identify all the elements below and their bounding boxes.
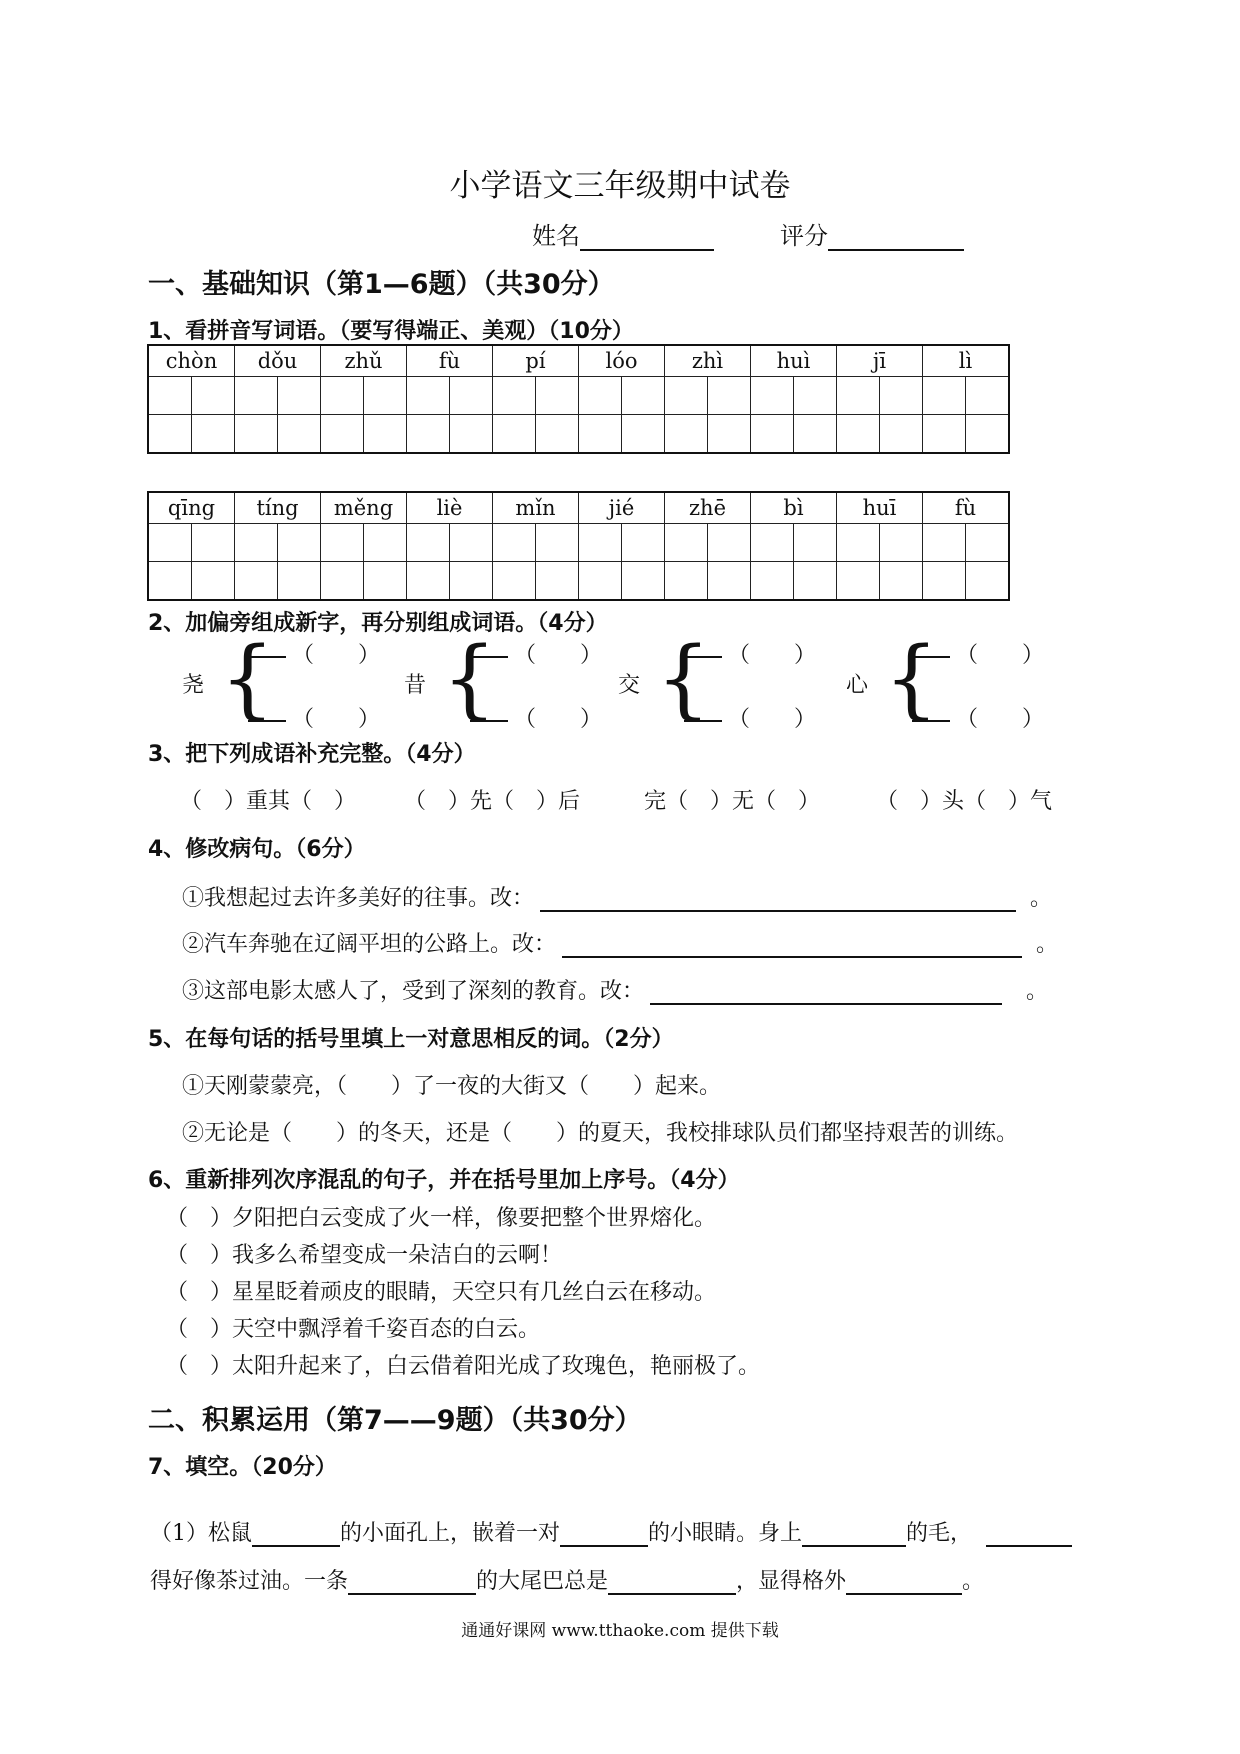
fill-blank[interactable] xyxy=(252,1545,340,1547)
writing-cell[interactable] xyxy=(321,415,364,454)
pinyin-label: dǒu xyxy=(235,345,321,377)
radical-answer-row[interactable] xyxy=(248,638,380,669)
writing-cell[interactable] xyxy=(837,415,880,454)
pinyin-label: chòn xyxy=(148,345,235,377)
writing-cell[interactable] xyxy=(364,524,407,562)
order-item-5[interactable]: （ ）太阳升起来了，白云借着阳光成了玫瑰色，艳丽极了。 xyxy=(166,1354,761,1379)
writing-cell[interactable] xyxy=(751,562,794,601)
writing-cell[interactable] xyxy=(579,415,622,454)
question-7-heading: 7、填空。（20分） xyxy=(148,1455,337,1480)
brace-icon: { xyxy=(884,629,939,729)
writing-cell[interactable] xyxy=(794,377,837,415)
writing-cell[interactable] xyxy=(751,377,794,415)
sentence-fix-3-text: ③这部电影太感人了，受到了深刻的教育。改： xyxy=(182,979,645,1004)
base-character: 尧 xyxy=(182,673,205,698)
fill-text: 的小面孔上，嵌着一对 xyxy=(340,1521,561,1546)
pinyin-label: měng xyxy=(321,492,407,524)
idiom-2[interactable]: （ ）先（ ）后 xyxy=(404,789,581,814)
writing-cell[interactable] xyxy=(364,415,407,454)
radical-answer-row[interactable] xyxy=(470,702,602,733)
brace-icon: { xyxy=(656,629,711,729)
word-paren: （ ） xyxy=(292,643,381,668)
base-character: 心 xyxy=(846,673,869,698)
question-4-heading: 4、修改病句。（6分） xyxy=(148,837,366,862)
order-item-3[interactable]: （ ）星星眨着顽皮的眼睛，天空只有几丝白云在移动。 xyxy=(166,1280,717,1305)
order-item-2[interactable]: （ ）我多么希望变成一朵洁白的云啊！ xyxy=(166,1243,563,1268)
writing-cell[interactable] xyxy=(493,415,536,454)
writing-cell[interactable] xyxy=(966,524,1010,562)
name-label: 姓名 xyxy=(532,222,580,250)
fill-blank[interactable] xyxy=(560,1545,648,1547)
writing-cell[interactable] xyxy=(923,562,966,601)
fill-blank-line-2 xyxy=(150,1564,984,1595)
radical-answer-row[interactable] xyxy=(248,702,380,733)
writing-cell[interactable] xyxy=(493,377,536,415)
question-3-heading: 3、把下列成语补充完整。（4分） xyxy=(148,742,476,767)
writing-cell[interactable] xyxy=(148,415,192,454)
writing-cell[interactable] xyxy=(493,524,536,562)
name-blank[interactable] xyxy=(580,249,714,251)
writing-cell[interactable] xyxy=(235,377,278,415)
fill-text: 的小眼睛。身上 xyxy=(648,1521,803,1546)
page-title: 小学语文三年级期中试卷 xyxy=(449,168,791,204)
score-field-row xyxy=(780,216,964,251)
pinyin-label: jié xyxy=(579,492,665,524)
sentence-fix-1 xyxy=(182,881,1052,912)
answer-blank[interactable] xyxy=(650,1003,1002,1005)
writing-cell[interactable] xyxy=(235,562,278,601)
pinyin-label: pí xyxy=(493,345,579,377)
writing-cell[interactable] xyxy=(665,562,708,601)
writing-cell[interactable] xyxy=(751,415,794,454)
brace-icon: { xyxy=(220,629,275,729)
fill-text: 得好像茶过油。一条 xyxy=(150,1569,349,1594)
writing-cell[interactable] xyxy=(708,524,751,562)
pinyin-label: lóo xyxy=(579,345,665,377)
writing-cell[interactable] xyxy=(148,524,192,562)
writing-cell[interactable] xyxy=(536,377,579,415)
writing-cell[interactable] xyxy=(192,562,235,601)
writing-cell[interactable] xyxy=(148,377,192,415)
writing-cell[interactable] xyxy=(665,415,708,454)
score-blank[interactable] xyxy=(828,249,964,251)
word-paren: （ ） xyxy=(728,707,817,732)
writing-cell[interactable] xyxy=(622,377,665,415)
period: 。 xyxy=(1036,932,1059,957)
writing-cell[interactable] xyxy=(364,377,407,415)
writing-cell[interactable] xyxy=(708,415,751,454)
writing-cell[interactable] xyxy=(708,562,751,601)
radical-answer-row[interactable] xyxy=(912,702,1044,733)
pinyin-grid-1 xyxy=(147,344,1010,454)
writing-cell[interactable] xyxy=(235,415,278,454)
writing-cell[interactable] xyxy=(407,377,450,415)
footer-source: 通通好课网 www.tthaoke.com 提供下载 xyxy=(461,1621,779,1641)
fill-text: 的大尾巴总是 xyxy=(476,1569,609,1594)
radical-answer-row[interactable] xyxy=(470,638,602,669)
base-character: 交 xyxy=(618,673,641,698)
sentence-fix-2-text: ②汽车奔驰在辽阔平坦的公路上。改： xyxy=(182,932,557,957)
writing-cell[interactable] xyxy=(493,562,536,601)
fill-blank[interactable] xyxy=(986,1545,1072,1547)
sentence-fix-3 xyxy=(182,974,1048,1005)
writing-cell[interactable] xyxy=(579,562,622,601)
section-2-heading: 二、积累运用（第7——9题）（共30分） xyxy=(148,1405,642,1436)
period: 。 xyxy=(1026,979,1049,1004)
pinyin-label: fù xyxy=(407,345,493,377)
writing-cell[interactable] xyxy=(536,415,579,454)
writing-cell[interactable] xyxy=(278,377,321,415)
writing-cell[interactable] xyxy=(794,415,837,454)
writing-cell[interactable] xyxy=(837,562,880,601)
order-item-4[interactable]: （ ）天空中飘浮着千姿百态的白云。 xyxy=(166,1317,541,1342)
writing-cell[interactable] xyxy=(407,524,450,562)
pinyin-label: fù xyxy=(923,492,1010,524)
writing-cell[interactable] xyxy=(192,524,235,562)
fill-blank[interactable] xyxy=(348,1593,476,1595)
fill-text: 。 xyxy=(962,1569,985,1594)
new-character-blank[interactable] xyxy=(470,655,508,658)
word-paren: （ ） xyxy=(956,707,1045,732)
name-field-row xyxy=(532,216,714,251)
writing-cell[interactable] xyxy=(321,377,364,415)
writing-cell[interactable] xyxy=(450,562,493,601)
writing-cell[interactable] xyxy=(880,377,923,415)
writing-cell[interactable] xyxy=(966,377,1010,415)
pinyin-label: qīng xyxy=(148,492,235,524)
new-character-blank[interactable] xyxy=(470,719,508,722)
writing-cell[interactable] xyxy=(622,415,665,454)
writing-cell[interactable] xyxy=(148,562,192,601)
writing-cell[interactable] xyxy=(407,415,450,454)
fill-blank[interactable] xyxy=(846,1593,962,1595)
fill-text: 的毛， xyxy=(906,1521,973,1546)
idiom-1[interactable]: （ ）重其（ ） xyxy=(180,789,357,814)
pinyin-label: zhì xyxy=(665,345,751,377)
antonym-sentence-2[interactable]: ②无论是（ ）的冬天，还是（ ）的夏天，我校排球队员们都坚持艰苦的训练。 xyxy=(182,1121,1019,1146)
pinyin-grid-2 xyxy=(147,491,1010,601)
writing-cell[interactable] xyxy=(364,562,407,601)
radical-answer-row[interactable] xyxy=(912,638,1044,669)
writing-cell[interactable] xyxy=(278,415,321,454)
pinyin-label: zhē xyxy=(665,492,751,524)
idiom-4[interactable]: （ ）头（ ）气 xyxy=(876,789,1053,814)
word-paren: （ ） xyxy=(292,707,381,732)
new-character-blank[interactable] xyxy=(912,655,950,658)
writing-cell[interactable] xyxy=(923,415,966,454)
period: 。 xyxy=(1030,886,1053,911)
question-2-heading: 2、加偏旁组成新字，再分别组成词语。（4分） xyxy=(148,611,608,636)
pinyin-label: zhǔ xyxy=(321,345,407,377)
antonym-sentence-1[interactable]: ①天刚蒙蒙亮，（ ）了一夜的大街又（ ）起来。 xyxy=(182,1074,722,1099)
writing-cell[interactable] xyxy=(923,377,966,415)
word-paren: （ ） xyxy=(956,643,1045,668)
writing-cell[interactable] xyxy=(278,562,321,601)
new-character-blank[interactable] xyxy=(684,719,722,722)
fill-blank-line-1 xyxy=(150,1516,1072,1547)
base-character: 昔 xyxy=(404,673,427,698)
writing-cell[interactable] xyxy=(966,562,1010,601)
answer-blank[interactable] xyxy=(562,956,1022,958)
word-paren: （ ） xyxy=(514,707,603,732)
fill-blank[interactable] xyxy=(608,1593,736,1595)
writing-cell[interactable] xyxy=(880,415,923,454)
writing-cell[interactable] xyxy=(880,562,923,601)
new-character-blank[interactable] xyxy=(912,719,950,722)
word-paren: （ ） xyxy=(514,643,603,668)
pinyin-label: tíng xyxy=(235,492,321,524)
writing-cell[interactable] xyxy=(794,562,837,601)
new-character-blank[interactable] xyxy=(248,655,286,658)
question-6-heading: 6、重新排列次序混乱的句子，并在括号里加上序号。（4分） xyxy=(148,1168,740,1193)
order-item-1[interactable]: （ ）夕阳把白云变成了火一样，像要把整个世界熔化。 xyxy=(166,1206,717,1231)
writing-cell[interactable] xyxy=(923,524,966,562)
new-character-blank[interactable] xyxy=(248,719,286,722)
pinyin-label: jī xyxy=(837,345,923,377)
fill-text: （1）松鼠 xyxy=(150,1521,252,1546)
writing-cell[interactable] xyxy=(450,377,493,415)
writing-cell[interactable] xyxy=(235,524,278,562)
writing-cell[interactable] xyxy=(450,524,493,562)
answer-blank[interactable] xyxy=(540,910,1016,912)
writing-cell[interactable] xyxy=(837,377,880,415)
idiom-3[interactable]: 完（ ）无（ ） xyxy=(644,789,821,814)
pinyin-label: lì xyxy=(923,345,1010,377)
writing-cell[interactable] xyxy=(278,524,321,562)
writing-cell[interactable] xyxy=(665,524,708,562)
writing-cell[interactable] xyxy=(622,524,665,562)
writing-cell[interactable] xyxy=(450,415,493,454)
fill-text: ，显得格外 xyxy=(736,1569,847,1594)
pinyin-label: liè xyxy=(407,492,493,524)
sentence-fix-1-text: ①我想起过去许多美好的往事。改： xyxy=(182,886,535,911)
writing-cell[interactable] xyxy=(837,524,880,562)
writing-cell[interactable] xyxy=(536,562,579,601)
writing-cell[interactable] xyxy=(579,377,622,415)
writing-cell[interactable] xyxy=(622,562,665,601)
writing-cell[interactable] xyxy=(536,524,579,562)
section-1-heading: 一、基础知识（第1—6题）（共30分） xyxy=(148,269,615,300)
pinyin-label: mǐn xyxy=(493,492,579,524)
writing-cell[interactable] xyxy=(708,377,751,415)
writing-cell[interactable] xyxy=(880,524,923,562)
pinyin-label: huì xyxy=(751,345,837,377)
radical-answer-row[interactable] xyxy=(684,638,816,669)
writing-cell[interactable] xyxy=(966,415,1010,454)
word-paren: （ ） xyxy=(728,643,817,668)
writing-cell[interactable] xyxy=(751,524,794,562)
question-1-heading: 1、看拼音写词语。（要写得端正、美观）（10分） xyxy=(148,319,634,344)
writing-cell[interactable] xyxy=(321,562,364,601)
writing-cell[interactable] xyxy=(407,562,450,601)
question-5-heading: 5、在每句话的括号里填上一对意思相反的词。（2分） xyxy=(148,1027,674,1052)
new-character-blank[interactable] xyxy=(684,655,722,658)
radical-answer-row[interactable] xyxy=(684,702,816,733)
pinyin-label: bì xyxy=(751,492,837,524)
score-label: 评分 xyxy=(780,222,828,250)
writing-cell[interactable] xyxy=(192,415,235,454)
writing-cell[interactable] xyxy=(794,524,837,562)
writing-cell[interactable] xyxy=(192,377,235,415)
sentence-fix-2 xyxy=(182,927,1058,958)
writing-cell[interactable] xyxy=(579,524,622,562)
brace-icon: { xyxy=(442,629,497,729)
writing-cell[interactable] xyxy=(321,524,364,562)
pinyin-label: huī xyxy=(837,492,923,524)
writing-cell[interactable] xyxy=(665,377,708,415)
fill-blank[interactable] xyxy=(802,1545,906,1547)
